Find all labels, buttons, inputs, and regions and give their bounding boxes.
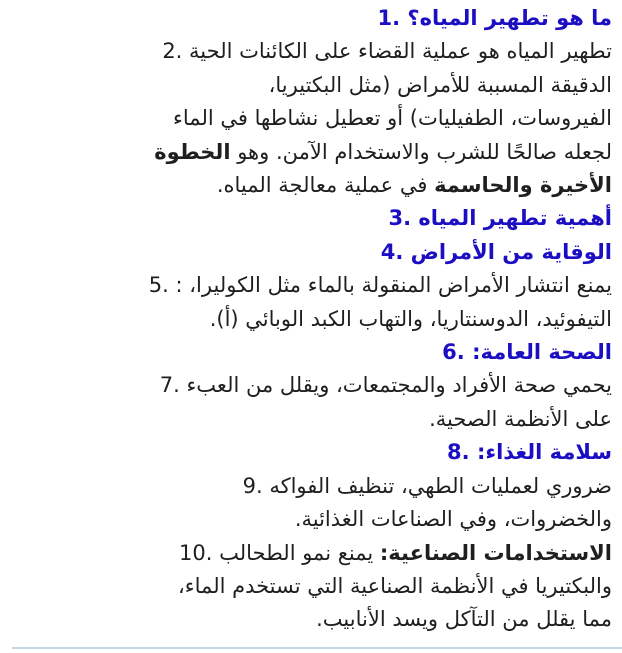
text-line [14,303,612,336]
heading-text: سلامة الغذاء: [476,440,612,465]
bottom-divider [12,647,622,649]
text-line [14,603,612,636]
heading-line-4 [14,236,612,269]
list-number: 5. [148,273,169,298]
heading-line-6 [14,336,612,369]
text-line [14,503,612,536]
text-line [14,470,612,503]
heading-line-8 [14,436,612,469]
body-text: والبكتيريا في الأنظمة الصناعية التي تستخدم الماء، [178,573,612,598]
body-text: على الأنظمة الصحية. [429,406,612,431]
heading-text: الصحة العامة: [472,340,612,365]
body-text: تطهير المياه هو عملية القضاء على الكائنات الحية [189,39,612,64]
body-text: في عملية معالجة المياه. [216,173,435,198]
heading-text: ما هو تطهير المياه؟ [407,6,612,30]
body-text: لجعله صالحًا للشرب والاستخدام الآمن. وهو [230,139,612,164]
text-line [14,369,612,402]
text-line [14,169,612,202]
body-text: والخضروات، وفي الصناعات الغذائية. [294,507,612,532]
list-number: 10. [179,540,213,565]
list-number: 6. [442,340,465,365]
list-number: 7. [159,373,180,398]
heading-text: الوقاية من الأمراض [410,239,612,264]
body-text: مما يقلل من التآكل ويسد الأنابيب. [316,607,612,632]
text-line [14,136,612,169]
text-line [14,35,612,68]
body-text: الفيروسات، الطفيليات) أو تعطيل نشاطها في الماء [173,106,612,131]
bold-text: الخطوة [154,139,231,164]
list-number: 2. [162,39,183,64]
text-line [14,269,612,302]
list-number: 1. [377,6,401,30]
bold-text: الأخيرة والحاسمة [434,173,612,198]
text-line [14,537,612,570]
heading-text: أهمية تطهير المياه [418,206,612,231]
text-line [14,69,612,102]
list-number: 8. [447,440,470,465]
body-text: يمنع نمو الطحالب [219,540,380,565]
text-line [14,102,612,135]
list-number: 4. [380,239,404,264]
body-text: ضروري لعمليات الطهي، تنظيف الفواكه [269,473,612,498]
list-number: 3. [388,206,412,231]
list-number: 9. [242,473,263,498]
body-text: يمنع انتشار الأمراض المنقولة بالماء مثل الكوليرا، : [175,273,612,298]
bold-text: الاستخدامات الصناعية: [379,540,612,565]
heading-line-3 [14,202,612,235]
heading-line-1 [14,2,612,35]
text-line [14,570,612,603]
body-text: يحمي صحة الأفراد والمجتمعات، ويقلل من العبء [186,373,612,398]
text-line [14,403,612,436]
body-text: التيفوئيد، الدوسنتاريا، والتهاب الكبد الوبائي (أ). [209,306,612,331]
body-text: الدقيقة المسببة للأمراض (مثل البكتيريا، [268,72,612,97]
